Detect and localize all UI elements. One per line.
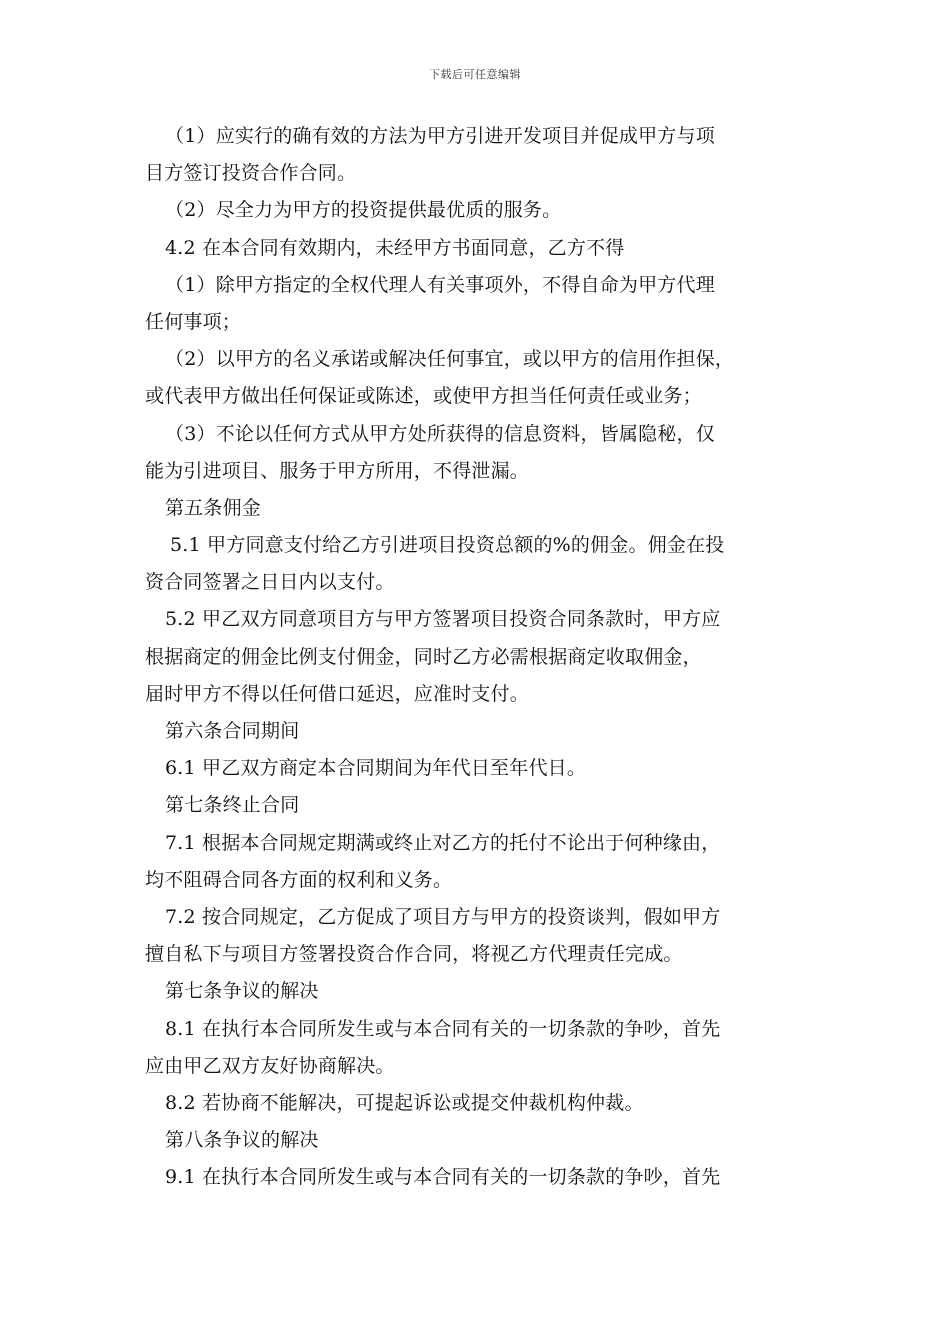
paragraph-line: 5.1 甲方同意支付给乙方引进项目投资总额的%的佣金。佣金在投 bbox=[170, 534, 725, 557]
paragraph-line: 目方签订投资合作合同。 bbox=[145, 162, 357, 185]
section-heading: 第六条合同期间 bbox=[165, 720, 300, 742]
paragraph-line: （2）以甲方的名义承诺或解决任何事宜，或以甲方的信用作担保， bbox=[165, 348, 735, 371]
paragraph-line: 根据商定的佣金比例支付佣金，同时乙方必需根据商定收取佣金， bbox=[145, 645, 702, 668]
section-heading: 第八条争议的解决 bbox=[165, 1129, 319, 1152]
paragraph-line: 或代表甲方做出任何保证或陈述，或使甲方担当任何责任或业务； bbox=[145, 385, 702, 408]
paragraph-line: （3）不论以任何方式从甲方处所获得的信息资料，皆属隐秘，仅 bbox=[165, 422, 715, 445]
paragraph-line: 任何事项； bbox=[145, 310, 242, 333]
paragraph-line: 8.1 在执行本合同所发生或与本合同有关的一切条款的争吵，首先 bbox=[165, 1017, 721, 1040]
paragraph-line: 7.2 按合同规定，乙方促成了项目方与甲方的投资谈判，假如甲方 bbox=[165, 905, 721, 928]
paragraph-line: （2）尽全力为甲方的投资提供最优质的服务。 bbox=[165, 199, 562, 222]
section-heading: 第五条佣金 bbox=[165, 496, 262, 519]
paragraph-line: 6.1 甲乙双方商定本合同期间为年代日至年代日。 bbox=[165, 757, 587, 780]
paragraph-line: 8.2 若协商不能解决，可提起诉讼或提交仲裁机构仲裁。 bbox=[165, 1091, 644, 1114]
paragraph-line: （1）除甲方指定的全权代理人有关事项外，不得自命为甲方代理 bbox=[165, 273, 715, 296]
section-heading: 第七条争议的解决 bbox=[165, 980, 319, 1003]
paragraph-line: （1）应实行的确有效的方法为甲方引进开发项目并促成甲方与项 bbox=[165, 125, 715, 147]
paragraph-line: 能为引进项目、服务于甲方所用，不得泄漏。 bbox=[145, 459, 530, 482]
paragraph-line: 9.1 在执行本合同所发生或与本合同有关的一切条款的争吵，首先 bbox=[165, 1166, 721, 1189]
paragraph-line: 5.2 甲乙双方同意项目方与甲方签署项目投资合同条款时，甲方应 bbox=[165, 608, 721, 631]
paragraph-line: 擅自私下与项目方签署投资合作合同，将视乙方代理责任完成。 bbox=[145, 943, 683, 966]
paragraph-line: 应由甲乙双方友好协商解决。 bbox=[145, 1054, 395, 1077]
page-header: 下载后可任意编辑 bbox=[429, 68, 521, 81]
section-heading: 第七条终止合同 bbox=[165, 794, 300, 817]
paragraph-line: 资合同签署之日日内以支付。 bbox=[145, 571, 395, 594]
paragraph-line: 7.1 根据本合同规定期满或终止对乙方的托付不论出于何种缘由， bbox=[165, 831, 721, 854]
clause-heading: 4.2 在本合同有效期内，未经甲方书面同意，乙方不得 bbox=[165, 236, 625, 259]
document-body bbox=[145, 118, 825, 1196]
paragraph-line: 均不阻碍合同各方面的权利和义务。 bbox=[145, 868, 453, 891]
paragraph-line: 届时甲方不得以任何借口延迟，应准时支付。 bbox=[145, 682, 530, 705]
